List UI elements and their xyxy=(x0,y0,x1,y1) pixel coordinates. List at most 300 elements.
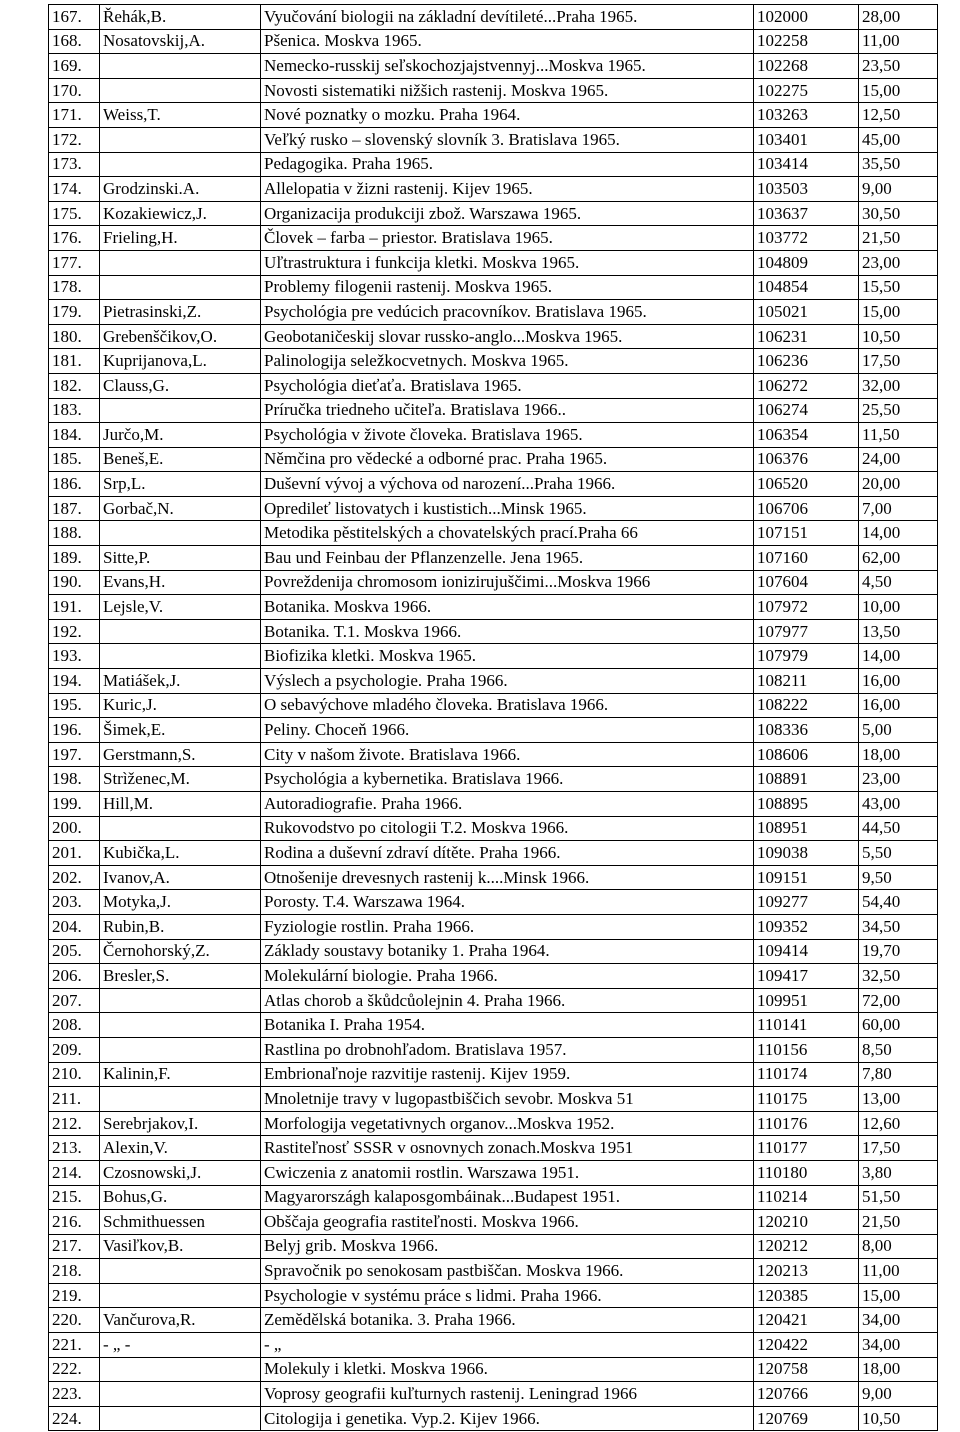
entry-title: Porosty. T.4. Warszawa 1964. xyxy=(261,890,754,915)
entry-number: 219. xyxy=(49,1283,100,1308)
entry-title: Atlas chorob a škůdcůolejnin 4. Praha 1966. xyxy=(261,988,754,1013)
entry-author xyxy=(100,1283,261,1308)
entry-title: Psychológia dieťaťa. Bratislava 1965. xyxy=(261,373,754,398)
entry-number: 202. xyxy=(49,865,100,890)
table-row xyxy=(49,693,938,718)
entry-inventory-number: 120758 xyxy=(754,1357,859,1382)
entry-number: 178. xyxy=(49,275,100,300)
entry-price: 7,80 xyxy=(859,1062,938,1087)
table-row xyxy=(49,1283,938,1308)
entry-number: 169. xyxy=(49,54,100,79)
entry-number: 180. xyxy=(49,324,100,349)
entry-inventory-number: 110141 xyxy=(754,1013,859,1038)
table-row xyxy=(49,250,938,275)
entry-number: 170. xyxy=(49,78,100,103)
entry-inventory-number: 106706 xyxy=(754,496,859,521)
entry-inventory-number: 106274 xyxy=(754,398,859,423)
entry-inventory-number: 120769 xyxy=(754,1406,859,1431)
table-row xyxy=(49,54,938,79)
entry-title: Citologija i genetika. Vyp.2. Kijev 1966. xyxy=(261,1406,754,1431)
entry-author: Lejsle,V. xyxy=(100,595,261,620)
entry-title: Molekulární biologie. Praha 1966. xyxy=(261,964,754,989)
entry-inventory-number: 103772 xyxy=(754,226,859,251)
table-row xyxy=(49,1087,938,1112)
table-row xyxy=(49,127,938,152)
entry-number: 206. xyxy=(49,964,100,989)
entry-number: 168. xyxy=(49,29,100,54)
table-row xyxy=(49,1160,938,1185)
entry-author: Kuric,J. xyxy=(100,693,261,718)
entry-title: Veľký rusko – slovenský slovník 3. Bratislava 1965. xyxy=(261,127,754,152)
table-row xyxy=(49,177,938,202)
entry-price: 34,00 xyxy=(859,1308,938,1333)
entry-inventory-number: 107972 xyxy=(754,595,859,620)
entry-price: 43,00 xyxy=(859,792,938,817)
table-row xyxy=(49,595,938,620)
table-row xyxy=(49,1308,938,1333)
entry-title: Voprosy geografii kuľturnych rastenij. Leningrad 1966 xyxy=(261,1382,754,1407)
entry-author xyxy=(100,1087,261,1112)
entry-title: Embrionaľnoje razvitije rastenij. Kijev 1959. xyxy=(261,1062,754,1087)
entry-price: 24,00 xyxy=(859,447,938,472)
table-row xyxy=(49,1210,938,1235)
entry-number: 198. xyxy=(49,767,100,792)
table-row xyxy=(49,29,938,54)
entry-price: 23,00 xyxy=(859,767,938,792)
entry-title: Duševní vývoj a výchova od narození...Praha 1966. xyxy=(261,472,754,497)
entry-inventory-number: 109151 xyxy=(754,865,859,890)
entry-title: Mnoletnije travy v lugopastbiščich sevobr. Moskva 51 xyxy=(261,1087,754,1112)
entry-price: 8,00 xyxy=(859,1234,938,1259)
table-row xyxy=(49,373,938,398)
table-row xyxy=(49,423,938,448)
entry-inventory-number: 106520 xyxy=(754,472,859,497)
table-row xyxy=(49,398,938,423)
entry-author xyxy=(100,644,261,669)
entry-title: Príručka triedneho učiteľa. Bratislava 1966.. xyxy=(261,398,754,423)
entry-price: 44,50 xyxy=(859,816,938,841)
entry-title: Metodika pěstitelských a chovatelských prací.Praha 66 xyxy=(261,521,754,546)
entry-title: Nemecko-russkij seľskochozjajstvennyj...Moskva 1965. xyxy=(261,54,754,79)
table-row xyxy=(49,742,938,767)
entry-price: 54,40 xyxy=(859,890,938,915)
table-row xyxy=(49,914,938,939)
entry-title: Peliny. Choceň 1966. xyxy=(261,718,754,743)
entry-price: 3,80 xyxy=(859,1160,938,1185)
entry-price: 13,50 xyxy=(859,619,938,644)
table-row xyxy=(49,226,938,251)
entry-inventory-number: 109352 xyxy=(754,914,859,939)
entry-inventory-number: 108891 xyxy=(754,767,859,792)
table-row xyxy=(49,1185,938,1210)
entry-author: Kalinin,F. xyxy=(100,1062,261,1087)
table-row xyxy=(49,275,938,300)
entry-price: 15,00 xyxy=(859,1283,938,1308)
entry-title: Rukovodstvo po citologii T.2. Moskva 1966. xyxy=(261,816,754,841)
entry-inventory-number: 110214 xyxy=(754,1185,859,1210)
entry-price: 15,50 xyxy=(859,275,938,300)
entry-author xyxy=(100,127,261,152)
entry-title: Nové poznatky o mozku. Praha 1964. xyxy=(261,103,754,128)
table-row xyxy=(49,1037,938,1062)
table-row xyxy=(49,865,938,890)
entry-number: 222. xyxy=(49,1357,100,1382)
entry-inventory-number: 104854 xyxy=(754,275,859,300)
entry-price: 10,50 xyxy=(859,324,938,349)
entry-inventory-number: 106354 xyxy=(754,423,859,448)
entry-author: Sitte,P. xyxy=(100,546,261,571)
entry-inventory-number: 102000 xyxy=(754,5,859,30)
entry-title: Základy soustavy botaniky 1. Praha 1964. xyxy=(261,939,754,964)
entry-title: Belyj grib. Moskva 1966. xyxy=(261,1234,754,1259)
entry-title: - „ xyxy=(261,1333,754,1358)
entry-author: Jurčo,M. xyxy=(100,423,261,448)
entry-price: 14,00 xyxy=(859,644,938,669)
entry-author: Evans,H. xyxy=(100,570,261,595)
entry-author: - „ - xyxy=(100,1333,261,1358)
entry-number: 171. xyxy=(49,103,100,128)
entry-number: 217. xyxy=(49,1234,100,1259)
entry-title: Morfologija vegetativnych organov...Moskva 1952. xyxy=(261,1111,754,1136)
entry-price: 45,00 xyxy=(859,127,938,152)
entry-number: 179. xyxy=(49,300,100,325)
entry-number: 220. xyxy=(49,1308,100,1333)
entry-title: Psychológia pre vedúcich pracovníkov. Bratislava 1965. xyxy=(261,300,754,325)
entry-number: 192. xyxy=(49,619,100,644)
entry-inventory-number: 104809 xyxy=(754,250,859,275)
entry-number: 181. xyxy=(49,349,100,374)
entry-author: Bohus,G. xyxy=(100,1185,261,1210)
entry-number: 204. xyxy=(49,914,100,939)
entry-inventory-number: 106236 xyxy=(754,349,859,374)
table-row xyxy=(49,300,938,325)
entry-number: 183. xyxy=(49,398,100,423)
entry-price: 34,00 xyxy=(859,1333,938,1358)
entry-author: Serebrjakov,I. xyxy=(100,1111,261,1136)
entry-title: Botanika. T.1. Moskva 1966. xyxy=(261,619,754,644)
entry-author: Černohorský,Z. xyxy=(100,939,261,964)
entry-author: Hill,M. xyxy=(100,792,261,817)
entry-number: 172. xyxy=(49,127,100,152)
entry-author: Motyka,J. xyxy=(100,890,261,915)
entry-price: 8,50 xyxy=(859,1037,938,1062)
table-row xyxy=(49,1406,938,1431)
entry-author: Nosatovskij,A. xyxy=(100,29,261,54)
entry-price: 17,50 xyxy=(859,349,938,374)
table-row xyxy=(49,5,938,30)
entry-number: 173. xyxy=(49,152,100,177)
entry-author xyxy=(100,619,261,644)
entry-price: 21,50 xyxy=(859,1210,938,1235)
table-row xyxy=(49,792,938,817)
entry-inventory-number: 106272 xyxy=(754,373,859,398)
entry-title: Zemědělská botanika. 3. Praha 1966. xyxy=(261,1308,754,1333)
entry-title: Uľtrastruktura i funkcija kletki. Moskva 1965. xyxy=(261,250,754,275)
table-row xyxy=(49,1013,938,1038)
entry-title: Opredileť listovatych i kustistich...Minsk 1965. xyxy=(261,496,754,521)
entry-number: 200. xyxy=(49,816,100,841)
table-row xyxy=(49,152,938,177)
entry-title: Rastlina po drobnohľadom. Bratislava 1957. xyxy=(261,1037,754,1062)
entry-price: 12,60 xyxy=(859,1111,938,1136)
entry-author xyxy=(100,1013,261,1038)
entry-title: Povreždenija chromosom ionizirujuščimi...Moskva 1966 xyxy=(261,570,754,595)
entry-inventory-number: 108211 xyxy=(754,669,859,694)
entry-title: Palinologija seležkocvetnych. Moskva 1965. xyxy=(261,349,754,374)
table-row xyxy=(49,988,938,1013)
entry-title: Botanika. Moskva 1966. xyxy=(261,595,754,620)
entry-number: 188. xyxy=(49,521,100,546)
entry-title: Psychológia v živote človeka. Bratislava 1965. xyxy=(261,423,754,448)
entry-author: Kubička,L. xyxy=(100,841,261,866)
table-row xyxy=(49,201,938,226)
entry-number: 207. xyxy=(49,988,100,1013)
entry-number: 203. xyxy=(49,890,100,915)
entry-price: 11,00 xyxy=(859,29,938,54)
entry-title: Rastiteľnosť SSSR v osnovnych zonach.Moskva 1951 xyxy=(261,1136,754,1161)
entry-author: Gorbač,N. xyxy=(100,496,261,521)
entry-inventory-number: 109038 xyxy=(754,841,859,866)
table-row xyxy=(49,1234,938,1259)
entry-author: Frieling,H. xyxy=(100,226,261,251)
entry-price: 4,50 xyxy=(859,570,938,595)
entry-number: 187. xyxy=(49,496,100,521)
entry-author: Clauss,G. xyxy=(100,373,261,398)
entry-number: 216. xyxy=(49,1210,100,1235)
entry-title: Vyučování biologii na základní devítileté...Praha 1965. xyxy=(261,5,754,30)
entry-number: 212. xyxy=(49,1111,100,1136)
entry-author: Matiášek,J. xyxy=(100,669,261,694)
table-row xyxy=(49,570,938,595)
entry-title: Biofizika kletki. Moskva 1965. xyxy=(261,644,754,669)
entry-author xyxy=(100,988,261,1013)
table-row xyxy=(49,521,938,546)
entry-title: Geobotaničeskij slovar russko-anglo...Moskva 1965. xyxy=(261,324,754,349)
entry-author: Pietrasinski,Z. xyxy=(100,300,261,325)
entry-inventory-number: 102275 xyxy=(754,78,859,103)
entry-number: 184. xyxy=(49,423,100,448)
entry-title: Organizacija produkciji zbož. Warszawa 1965. xyxy=(261,201,754,226)
entry-title: Bau und Feinbau der Pflanzenzelle. Jena 1965. xyxy=(261,546,754,571)
entry-inventory-number: 108895 xyxy=(754,792,859,817)
entry-author: Czosnowski,J. xyxy=(100,1160,261,1185)
entry-author xyxy=(100,78,261,103)
entry-number: 209. xyxy=(49,1037,100,1062)
entry-inventory-number: 109417 xyxy=(754,964,859,989)
entry-inventory-number: 106231 xyxy=(754,324,859,349)
entry-price: 16,00 xyxy=(859,693,938,718)
entry-inventory-number: 109414 xyxy=(754,939,859,964)
entry-title: Pedagogika. Praha 1965. xyxy=(261,152,754,177)
table-row xyxy=(49,1333,938,1358)
entry-price: 9,50 xyxy=(859,865,938,890)
table-row xyxy=(49,1357,938,1382)
entry-inventory-number: 110180 xyxy=(754,1160,859,1185)
entry-number: 194. xyxy=(49,669,100,694)
entry-author: Vasiľkov,B. xyxy=(100,1234,261,1259)
entry-author xyxy=(100,250,261,275)
entry-number: 201. xyxy=(49,841,100,866)
table-row xyxy=(49,78,938,103)
entry-author: Weiss,T. xyxy=(100,103,261,128)
entry-number: 176. xyxy=(49,226,100,251)
entry-price: 5,00 xyxy=(859,718,938,743)
entry-price: 51,50 xyxy=(859,1185,938,1210)
entry-number: 218. xyxy=(49,1259,100,1284)
entry-price: 18,00 xyxy=(859,742,938,767)
table-row xyxy=(49,1259,938,1284)
entry-author: Vančurova,R. xyxy=(100,1308,261,1333)
table-row xyxy=(49,718,938,743)
entry-title: Magyarországh kalaposgombáinak...Budapest 1951. xyxy=(261,1185,754,1210)
entry-inventory-number: 107977 xyxy=(754,619,859,644)
entry-price: 7,00 xyxy=(859,496,938,521)
entry-author xyxy=(100,1382,261,1407)
entry-inventory-number: 107160 xyxy=(754,546,859,571)
entry-title: O sebavýchove mladého človeka. Bratislava 1966. xyxy=(261,693,754,718)
entry-number: 213. xyxy=(49,1136,100,1161)
entry-number: 189. xyxy=(49,546,100,571)
table-row xyxy=(49,767,938,792)
entry-price: 12,50 xyxy=(859,103,938,128)
entry-number: 195. xyxy=(49,693,100,718)
entry-author: Rubin,B. xyxy=(100,914,261,939)
entry-inventory-number: 108222 xyxy=(754,693,859,718)
table-row xyxy=(49,447,938,472)
entry-price: 28,00 xyxy=(859,5,938,30)
entry-inventory-number: 120210 xyxy=(754,1210,859,1235)
entry-inventory-number: 103263 xyxy=(754,103,859,128)
entry-author: Bresler,S. xyxy=(100,964,261,989)
table-row xyxy=(49,103,938,128)
entry-title: Novosti sistematiki nižšich rastenij. Moskva 1965. xyxy=(261,78,754,103)
entry-author xyxy=(100,398,261,423)
entry-author: Srp,L. xyxy=(100,472,261,497)
entry-price: 18,00 xyxy=(859,1357,938,1382)
entry-price: 35,50 xyxy=(859,152,938,177)
entry-inventory-number: 110156 xyxy=(754,1037,859,1062)
table-row xyxy=(49,964,938,989)
entry-number: 190. xyxy=(49,570,100,595)
entry-number: 177. xyxy=(49,250,100,275)
entry-price: 5,50 xyxy=(859,841,938,866)
entry-inventory-number: 108951 xyxy=(754,816,859,841)
entry-inventory-number: 103637 xyxy=(754,201,859,226)
entry-price: 15,00 xyxy=(859,78,938,103)
entry-number: 185. xyxy=(49,447,100,472)
entry-inventory-number: 103503 xyxy=(754,177,859,202)
entry-author: Alexin,V. xyxy=(100,1136,261,1161)
entry-number: 214. xyxy=(49,1160,100,1185)
catalog-table-body xyxy=(49,5,938,1431)
table-row xyxy=(49,890,938,915)
entry-title: Človek – farba – priestor. Bratislava 1965. xyxy=(261,226,754,251)
entry-number: 199. xyxy=(49,792,100,817)
entry-number: 224. xyxy=(49,1406,100,1431)
table-row xyxy=(49,1382,938,1407)
entry-number: 223. xyxy=(49,1382,100,1407)
entry-title: Rodina a duševní zdraví dítěte. Praha 1966. xyxy=(261,841,754,866)
table-row xyxy=(49,546,938,571)
entry-author xyxy=(100,816,261,841)
entry-inventory-number: 110175 xyxy=(754,1087,859,1112)
entry-author: Šimek,E. xyxy=(100,718,261,743)
table-row xyxy=(49,349,938,374)
entry-author xyxy=(100,1037,261,1062)
entry-title: Autoradiografie. Praha 1966. xyxy=(261,792,754,817)
entry-author: Řehák,B. xyxy=(100,5,261,30)
table-row xyxy=(49,496,938,521)
entry-price: 32,00 xyxy=(859,373,938,398)
entry-price: 10,00 xyxy=(859,595,938,620)
entry-price: 9,00 xyxy=(859,177,938,202)
entry-number: 210. xyxy=(49,1062,100,1087)
entry-number: 186. xyxy=(49,472,100,497)
entry-title: Otnošenije drevesnych rastenij k....Minsk 1966. xyxy=(261,865,754,890)
entry-price: 23,00 xyxy=(859,250,938,275)
table-row xyxy=(49,939,938,964)
entry-author xyxy=(100,275,261,300)
entry-price: 14,00 xyxy=(859,521,938,546)
entry-title: Spravočnik po senokosam pastbiščan. Moskva 1966. xyxy=(261,1259,754,1284)
entry-number: 175. xyxy=(49,201,100,226)
entry-price: 15,00 xyxy=(859,300,938,325)
entry-title: Pšenica. Moskva 1965. xyxy=(261,29,754,54)
entry-price: 10,50 xyxy=(859,1406,938,1431)
entry-author xyxy=(100,152,261,177)
entry-price: 34,50 xyxy=(859,914,938,939)
entry-number: 193. xyxy=(49,644,100,669)
entry-price: 30,50 xyxy=(859,201,938,226)
entry-author: Schmithuessen xyxy=(100,1210,261,1235)
entry-author xyxy=(100,521,261,546)
entry-author xyxy=(100,54,261,79)
entry-inventory-number: 107151 xyxy=(754,521,859,546)
entry-inventory-number: 110174 xyxy=(754,1062,859,1087)
entry-inventory-number: 110177 xyxy=(754,1136,859,1161)
entry-author xyxy=(100,1406,261,1431)
entry-inventory-number: 107604 xyxy=(754,570,859,595)
entry-price: 9,00 xyxy=(859,1382,938,1407)
entry-inventory-number: 120385 xyxy=(754,1283,859,1308)
entry-inventory-number: 108336 xyxy=(754,718,859,743)
entry-number: 208. xyxy=(49,1013,100,1038)
entry-title: Výslech a psychologie. Praha 1966. xyxy=(261,669,754,694)
table-row xyxy=(49,644,938,669)
entry-inventory-number: 110176 xyxy=(754,1111,859,1136)
table-row xyxy=(49,619,938,644)
entry-number: 182. xyxy=(49,373,100,398)
entry-title: Fyziologie rostlin. Praha 1966. xyxy=(261,914,754,939)
entry-author: Grodzinski.A. xyxy=(100,177,261,202)
entry-title: Obščaja geografia rastiteľnosti. Moskva 1966. xyxy=(261,1210,754,1235)
entry-title: Psychológia a kybernetika. Bratislava 1966. xyxy=(261,767,754,792)
entry-inventory-number: 108606 xyxy=(754,742,859,767)
entry-price: 17,50 xyxy=(859,1136,938,1161)
entry-inventory-number: 120421 xyxy=(754,1308,859,1333)
entry-price: 11,50 xyxy=(859,423,938,448)
entry-price: 25,50 xyxy=(859,398,938,423)
entry-title: Allelopatia v žizni rastenij. Kijev 1965. xyxy=(261,177,754,202)
entry-inventory-number: 120212 xyxy=(754,1234,859,1259)
entry-author: Strìženec,M. xyxy=(100,767,261,792)
entry-title: Cwiczenia z anatomii rostlin. Warszawa 1951. xyxy=(261,1160,754,1185)
entry-number: 205. xyxy=(49,939,100,964)
entry-author xyxy=(100,1259,261,1284)
entry-number: 196. xyxy=(49,718,100,743)
entry-inventory-number: 102268 xyxy=(754,54,859,79)
entry-author: Kuprijanova,L. xyxy=(100,349,261,374)
